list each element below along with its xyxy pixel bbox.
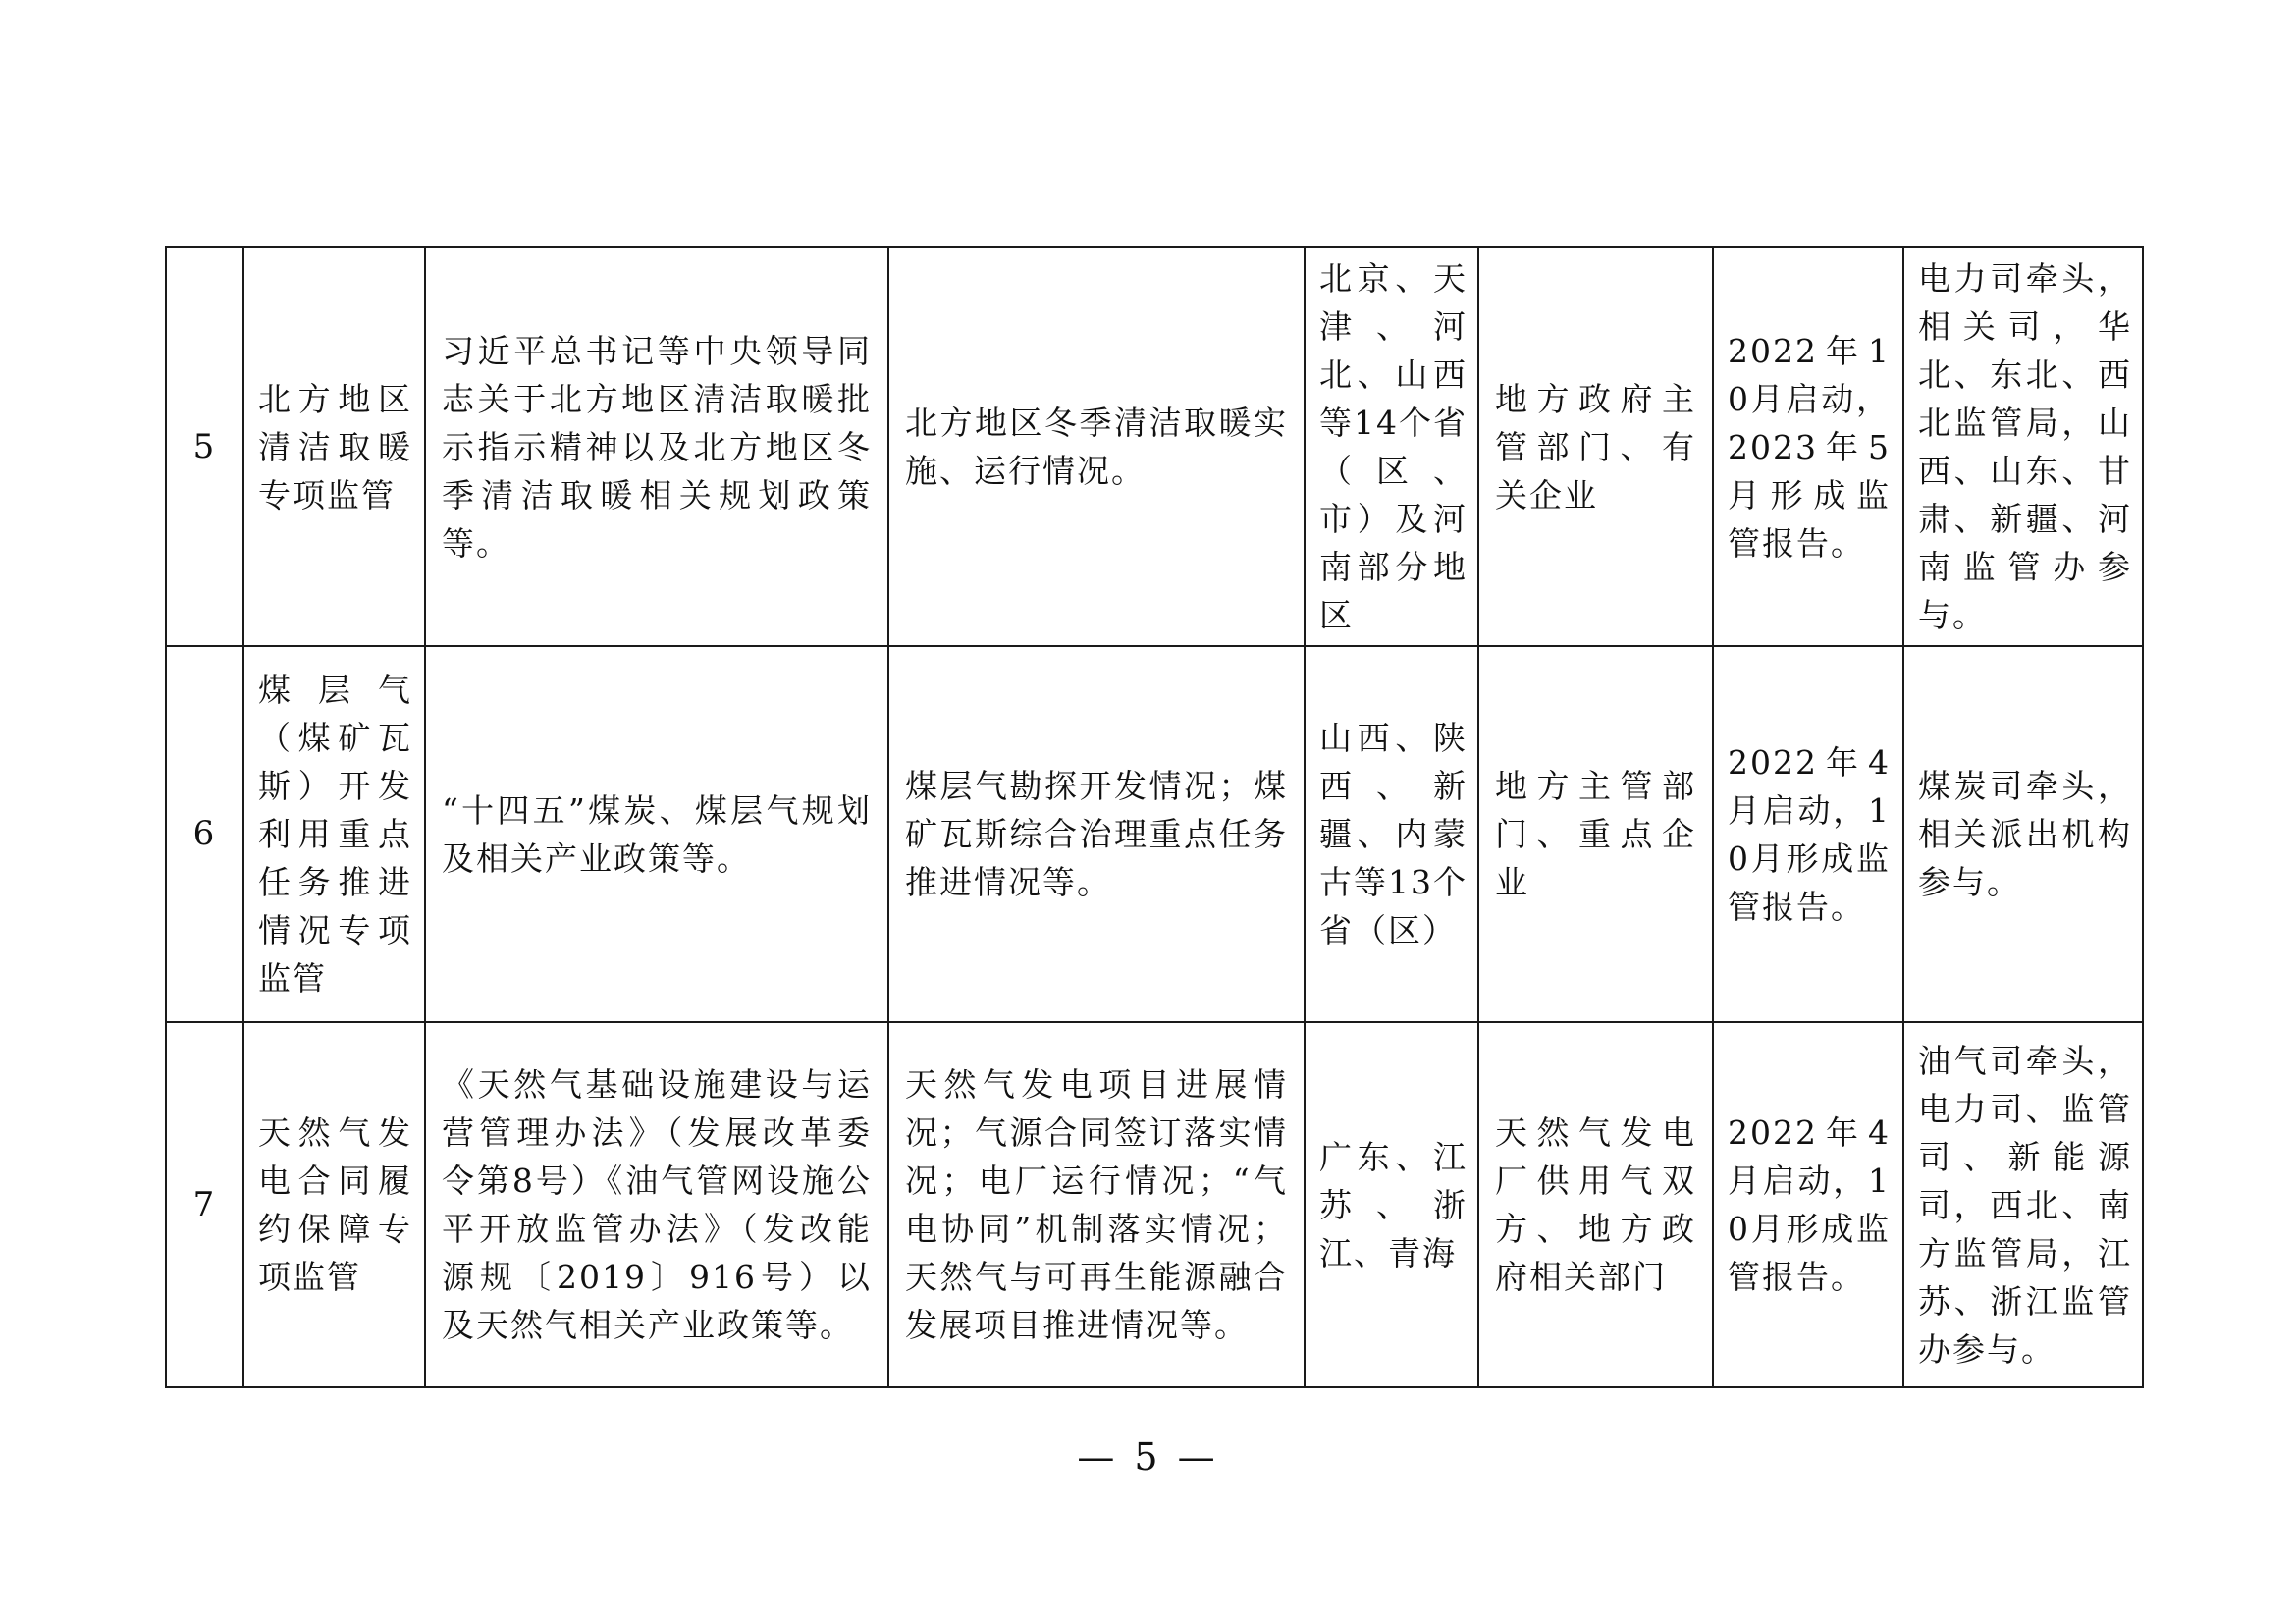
target-cell: 地方政府主管部门、有关企业 xyxy=(1478,247,1713,646)
basis-cell: 习近平总书记等中央领导同志关于北方地区清洁取暖批示指示精神以及北方地区冬季清洁取暖相关规划政策等。 xyxy=(425,247,888,646)
row-number: 7 xyxy=(166,1022,243,1387)
organizer-cell: 电力司牵头，相关司，华北、东北、西北监管局，山西、山东、甘肃、新疆、河南监管办参与。 xyxy=(1903,247,2143,646)
table-row xyxy=(166,646,2143,1022)
page-number: — 5 — xyxy=(1077,1435,1219,1479)
table-row xyxy=(166,247,2143,646)
time-cell: 2022年10月启动，2023年5月形成监管报告。 xyxy=(1713,247,1903,646)
row-number: 5 xyxy=(166,247,243,646)
organizer-cell: 油气司牵头，电力司、监管司、新能源司，西北、南方监管局，江苏、浙江监管办参与。 xyxy=(1903,1022,2143,1387)
supervision-table-container xyxy=(165,246,2142,1388)
content-cell: 北方地区冬季清洁取暖实施、运行情况。 xyxy=(888,247,1305,646)
organizer-cell: 煤炭司牵头，相关派出机构参与。 xyxy=(1903,646,2143,1022)
table-row xyxy=(166,1022,2143,1387)
project-name: 煤层气（煤矿瓦斯）开发利用重点任务推进情况专项监管 xyxy=(243,646,425,1022)
row-number: 6 xyxy=(166,646,243,1022)
region-cell: 山西、陕西、新疆、内蒙古等13个省（区） xyxy=(1305,646,1478,1022)
time-cell: 2022年4月启动，10月形成监管报告。 xyxy=(1713,1022,1903,1387)
region-cell: 广东、江苏、浙江、青海 xyxy=(1305,1022,1478,1387)
content-cell: 煤层气勘探开发情况；煤矿瓦斯综合治理重点任务推进情况等。 xyxy=(888,646,1305,1022)
content-cell: 天然气发电项目进展情况；气源合同签订落实情况；电厂运行情况；“气电协同”机制落实情况；天然气与可再生能源融合发展项目推进情况等。 xyxy=(888,1022,1305,1387)
basis-cell: 《天然气基础设施建设与运营管理办法》（发展改革委令第8号）《油气管网设施公平开放监管办法》（发改能源规〔2019〕916号）以及天然气相关产业政策等。 xyxy=(425,1022,888,1387)
time-cell: 2022年4月启动，10月形成监管报告。 xyxy=(1713,646,1903,1022)
target-cell: 天然气发电厂供用气双方、地方政府相关部门 xyxy=(1478,1022,1713,1387)
basis-cell: “十四五”煤炭、煤层气规划及相关产业政策等。 xyxy=(425,646,888,1022)
project-name: 天然气发电合同履约保障专项监管 xyxy=(243,1022,425,1387)
target-cell: 地方主管部门、重点企业 xyxy=(1478,646,1713,1022)
project-name: 北方地区清洁取暖专项监管 xyxy=(243,247,425,646)
supervision-table xyxy=(165,246,2144,1388)
region-cell: 北京、天津、河北、山西等14个省（区、市）及河南部分地区 xyxy=(1305,247,1478,646)
